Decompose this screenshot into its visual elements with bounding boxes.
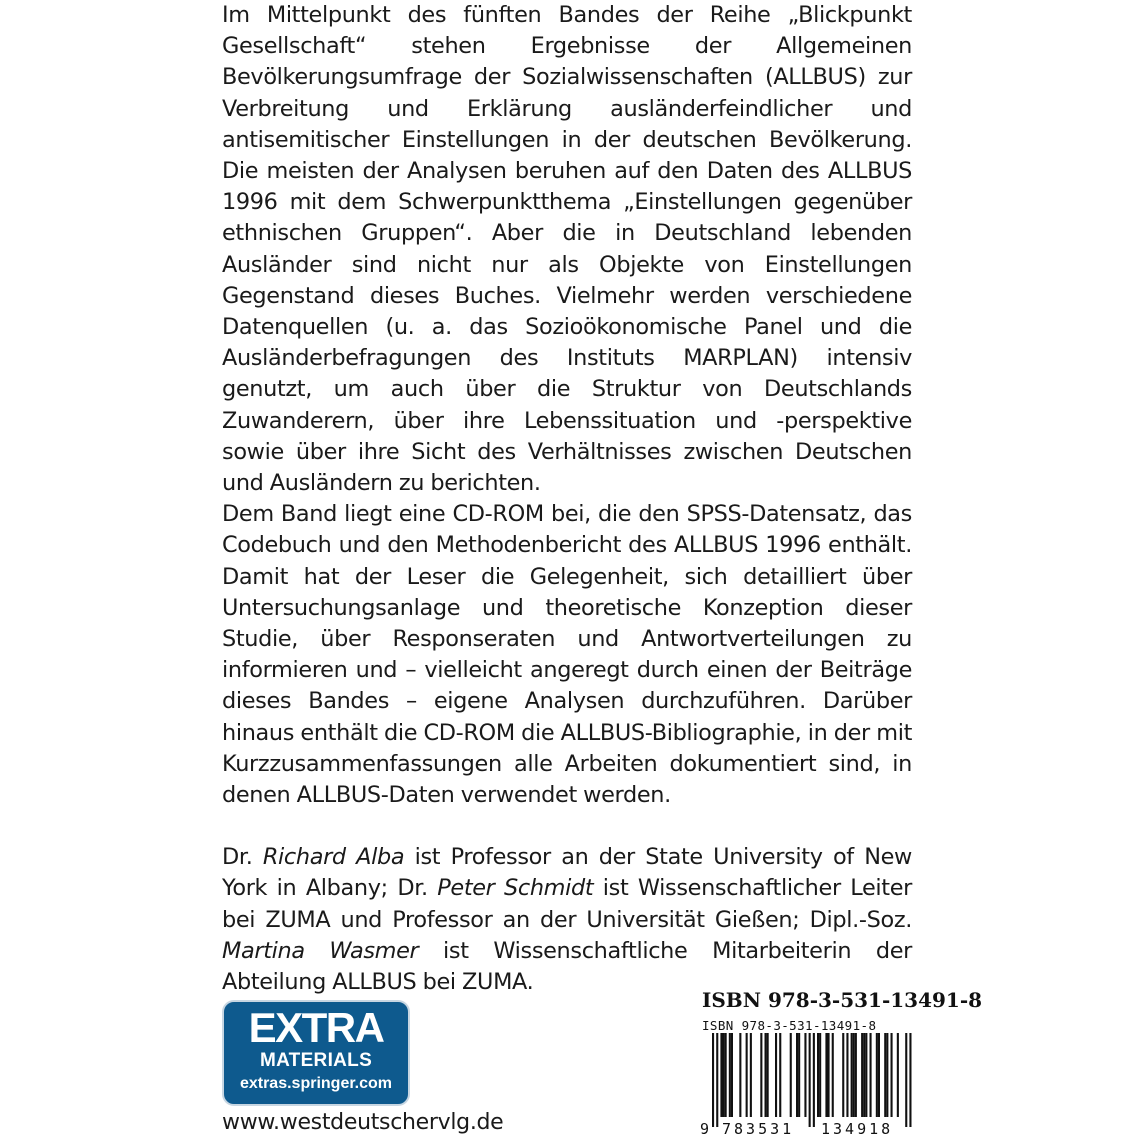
barcode-bar xyxy=(746,1033,748,1117)
barcode-digits-right: 134918 xyxy=(821,1120,894,1137)
barcode-bar xyxy=(891,1033,893,1117)
barcode-bar xyxy=(750,1033,752,1117)
barcode-bar xyxy=(739,1033,741,1117)
barcode-bar xyxy=(723,1033,725,1117)
isbn-label: ISBN 978-3-531-13491-8 xyxy=(702,988,983,1012)
barcode-bar xyxy=(798,1033,800,1117)
author-2-title: Dr. xyxy=(397,875,438,902)
barcode-bar xyxy=(828,1033,830,1117)
barcode-bar xyxy=(842,1033,844,1117)
barcode-bar xyxy=(767,1033,769,1117)
barcode-bar xyxy=(790,1033,792,1117)
barcode-bar xyxy=(853,1033,855,1117)
barcode-digit-prefix: 9 xyxy=(700,1120,710,1137)
author-3-title: Dipl.-Soz. xyxy=(809,906,912,933)
back-cover-blurb xyxy=(222,0,912,998)
barcode-bar xyxy=(909,1033,911,1127)
barcode-bar xyxy=(765,1033,767,1117)
author-1-title: Dr. xyxy=(222,844,263,871)
barcode-bar xyxy=(775,1033,777,1117)
extra-materials-logo xyxy=(222,1000,410,1106)
barcode-bar xyxy=(720,1033,722,1117)
blurb-paragraph-1: Im Mittelpunkt des fünften Bandes der Reihe „Blickpunkt Gesellschaft“ stehen Ergebnisse der Allgemeinen Bevölkerungsumfrage der Sozialwissenschaften (ALLBUS) zur Verbreitung und Erklärung ausländerfeindlicher und antisemitischer Einstellungen in der deutschen Bevölkerung. Die meisten der Analysen beruhen auf den Daten des ALLBUS 1996 mit dem Schwerpunktthema „Einstellungen gegenüber ethnischen Gruppen“. Aber die in Deutschland lebenden Ausländer sind nicht nur als Objekte von Einstellungen Gegenstand dieses Buches. Vielmehr werden verschiedene Datenquellen (u. a. das Sozioökonomische Panel und die Ausländerbefragungen des Instituts MARPLAN) intensiv genutzt, um auch über die Struktur von Deutschlands Zuwanderern, über ihre Lebenssituation und -perspektive sowie über ihre Sicht des Verhältnisses zwischen Deutschen und Ausländern zu berichten. xyxy=(222,2,912,497)
barcode-bar xyxy=(804,1033,806,1117)
barcode-bar xyxy=(861,1033,863,1117)
author-2-text: ist Wissenschaftlicher Leiter bei ZUMA und Professor an der Universität Gießen; xyxy=(222,875,913,933)
barcode-bar xyxy=(712,1033,714,1127)
barcode-bar xyxy=(731,1033,733,1117)
barcode-bar xyxy=(796,1033,798,1117)
author-bios xyxy=(222,842,912,998)
barcode-bar xyxy=(716,1033,718,1127)
barcode-bar xyxy=(865,1033,867,1117)
barcode-bar xyxy=(832,1033,834,1117)
barcode-bar xyxy=(846,1033,848,1117)
barcode-bar xyxy=(876,1033,878,1117)
barcode-bar xyxy=(825,1033,827,1117)
barcode-bar xyxy=(809,1033,811,1127)
barcode-bar xyxy=(813,1033,815,1127)
barcode-bar xyxy=(779,1033,781,1117)
publisher-website: www.westdeutschervlg.de xyxy=(222,1110,504,1135)
barcode-bar xyxy=(878,1033,880,1117)
barcode-bar xyxy=(725,1033,727,1117)
author-2-name: Peter Schmidt xyxy=(437,875,594,902)
logo-url-text: extras.springer.com xyxy=(239,1075,393,1092)
isbn-barcode xyxy=(700,1018,925,1140)
logo-extra-text: EXTRA xyxy=(248,1004,384,1051)
barcode-bar xyxy=(819,1033,821,1117)
barcode-digits-left: 783531 xyxy=(722,1120,795,1137)
barcode-bar xyxy=(886,1033,888,1117)
barcode-bar xyxy=(863,1033,865,1117)
barcode-top-text: ISBN 978-3-531-13491-8 xyxy=(702,1018,877,1033)
author-1-name: Richard Alba xyxy=(262,844,405,871)
barcode-bar xyxy=(855,1033,857,1117)
barcode-bar xyxy=(760,1033,762,1117)
barcode-bar xyxy=(897,1033,899,1117)
author-1-text: ist Professor an der State University of New York in Albany; xyxy=(222,844,912,902)
author-3-name: Martina Wasmer xyxy=(222,937,419,964)
barcode-bar xyxy=(817,1033,819,1117)
barcode-bar xyxy=(729,1033,731,1117)
author-3-text: ist Wissenschaftliche Mitarbeiterin der Abteilung ALLBUS bei ZUMA. xyxy=(222,937,912,996)
barcode-bars xyxy=(700,1033,925,1137)
barcode-bar xyxy=(870,1033,872,1117)
barcode-bar xyxy=(905,1033,907,1127)
blurb-paragraph-2: Dem Band liegt eine CD-ROM bei, die den SPSS-Datensatz, das Codebuch und den Methodenbericht des ALLBUS 1996 enthält. Damit hat der Leser die Gelegenheit, sich detailliert über Untersuchungsanlage und theoretische Konzeption dieser Studie, über Responseraten und Antwortverteilungen zu informieren und – vielleicht angeregt durch einen der Beiträge dieses Bandes – eigene Analysen durchzuführen. Darüber hinaus enthält die CD-ROM die ALLBUS-Bibliographie, in der mit Kurzzusammenfassungen alle Arbeiten dokumentiert sind, in denen ALLBUS-Daten verwendet werden. xyxy=(222,501,912,809)
barcode-bar xyxy=(884,1033,886,1117)
logo-materials-text: MATERIALS xyxy=(259,1050,373,1071)
barcode-bar xyxy=(851,1033,853,1117)
